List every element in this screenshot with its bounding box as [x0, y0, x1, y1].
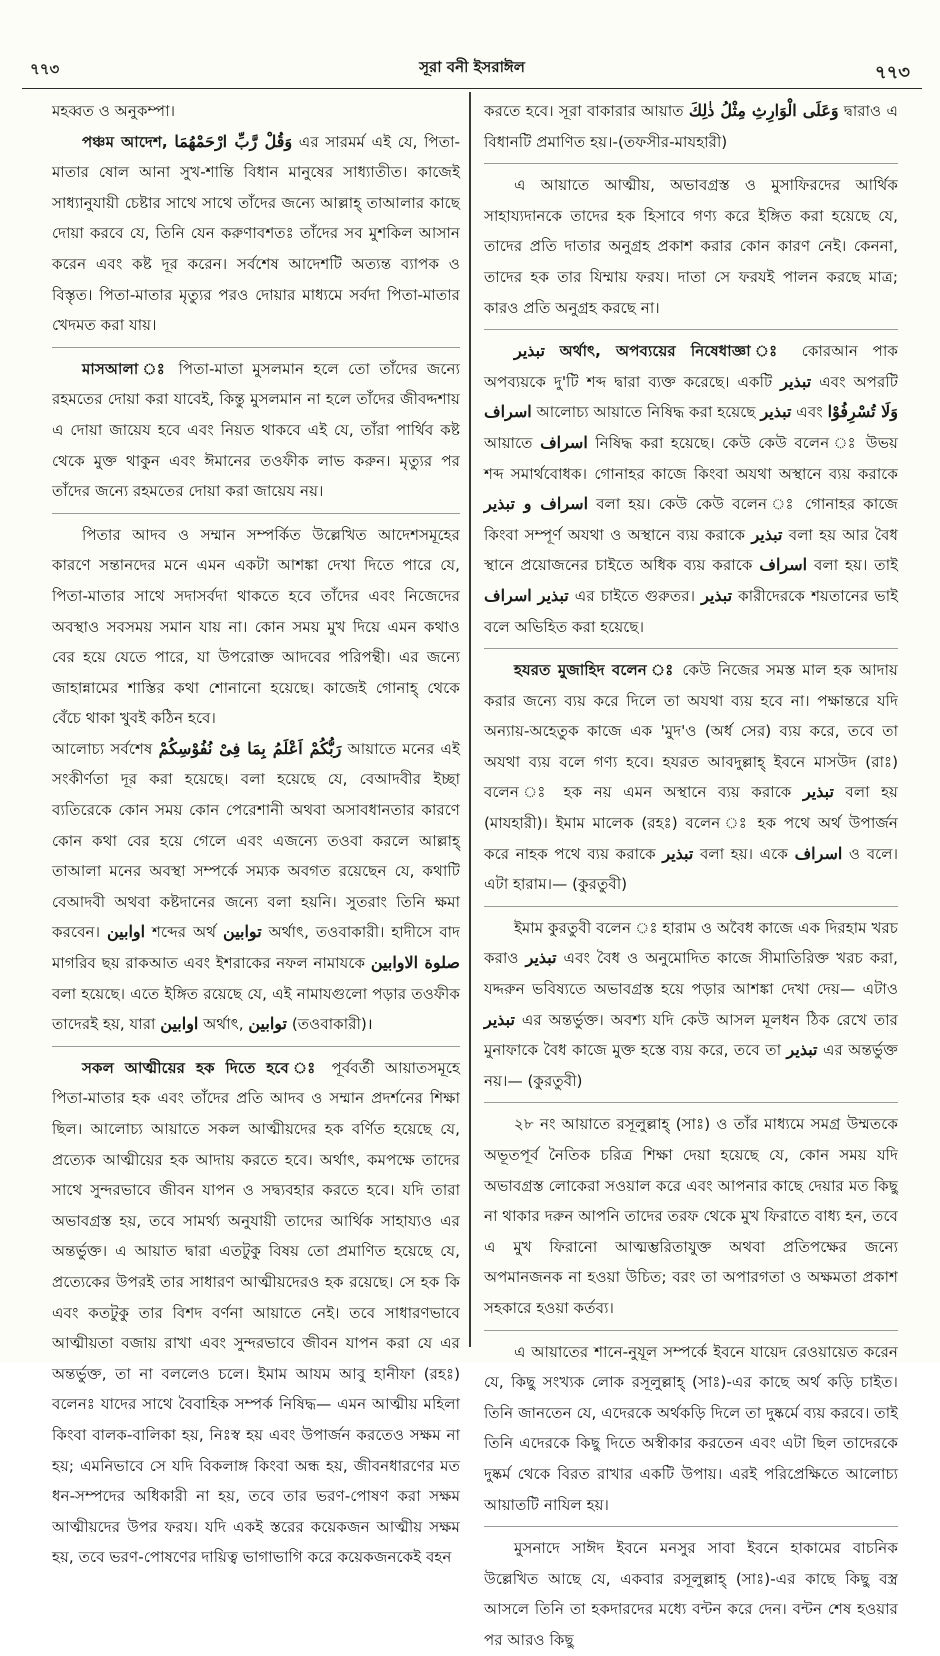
arabic-word: تبذير — [751, 524, 783, 544]
paragraph-text: বলা হয়। তাই — [814, 556, 898, 575]
paragraph-separator — [484, 1330, 898, 1331]
paragraph-text: এর সারমর্ম এই যে, পিতা-মাতার ষোল আনা সুখ-শান্তি বিধান মানুষের সাধ্যাতীত। কাজেই সাধ্যানুযায়ী চেষ্টার সাথে সাথে তাঁদের জন্যে আল্লাহ্ তাআলার কাছে দোয়া করবে যে, তিনি যেন করুণাবশতঃ তাঁদের সব মুশকিল আসান করেন এবং কষ্ট দূর করেন। সর্বশেষ আদেশটি অত্যন্ত ব্যাপক ও বিস্তৃত। পিতা-মাতার মৃত্যুর পরও দোয়ার মাধ্যমে সর্বদা পিতা-মাতার খেদমত করা যায়। — [52, 132, 461, 335]
arabic-word: تبذير — [525, 948, 557, 968]
paragraph-text: কেউ নিজের সমস্ত মাল হক আদায় করার জন্যে ব্যয় করে দিলে তা অযথা ব্যয় হবে না। পক্ষান্তরে যদি অন্যায়-অহেতুক কাজে এক 'মুদ'ও (অর্ধ সের) ব্যয় করে, তবে তা অযথা ব্যয় বলে গণ্য হবে। হযরত আবদুল্লাহ্ ইবনে মাসউদ (রাঃ) বলেন ঃ হক নয় এমন অস্থানে ব্যয় করাকে — [484, 661, 898, 802]
arabic-word: تبذير — [537, 585, 569, 605]
paragraph-text: এ আয়াতে আত্মীয়, অভাবগ্রস্ত ও মুসাফিরদের আর্থিক সাহায্যদানকে তাদের হক হিসাবে গণ্য করে ইঙ্গিত করা হয়েছে যে, তাদের প্রতি দাতার অনুগ্রহ প্রকাশ করার কোন কারণ নেই। কেননা, তাদের হক তার যিম্মায় ফরয। দাতা সে ফরযই পালন করছে মাত্র; কারও প্রতি অনুগ্রহ করছে না। — [484, 176, 898, 317]
arabic-word: اسراف — [484, 585, 532, 605]
paragraph — [52, 520, 460, 734]
arabic-word: اسراف و تبذير — [484, 494, 589, 514]
paragraph-text: এবং — [796, 403, 823, 422]
arabic-word: صلوة الاوابين — [370, 953, 461, 973]
paragraph — [52, 96, 460, 127]
left-column — [52, 96, 461, 1567]
paragraph-text: কোরআন পাক অপব্যয়কে দু'টি শব্দ দ্বারা ব্যক্ত করেছে। একটি — [484, 342, 899, 391]
arabic-word: تبذير — [662, 843, 694, 863]
arabic-word: اوابين — [160, 1014, 199, 1034]
running-title: সূরা বনী ইসরাঈল — [419, 58, 525, 76]
arabic-verse: وَعَلَى الْوَارِثِ مِثْلُ ذٰلِكَ — [688, 101, 839, 120]
paragraph-heading: হযরত মুজাহিদ বলেন ঃ — [514, 661, 676, 680]
paragraph-text: এর অন্তর্ভুক্ত নয়।— (কুরতুবী) — [484, 1041, 898, 1090]
paragraph-text: করতে হবে। সূরা বাকারার আয়াত — [484, 102, 684, 120]
paragraph-text: অর্থাৎ, তওবাকারী। হাদীসে বাদ মাগরিব ছয় রাকআত এবং ইশরাকের নফল নামাযকে — [52, 923, 461, 973]
arabic-verse: وَقُلْ رَّبِّ ارْحَمْهُمَا — [174, 131, 293, 151]
paragraph-heading: সকল আত্মীয়ের হক দিতে হবে ঃ — [82, 1058, 322, 1077]
arabic-word: تبذير — [780, 371, 812, 391]
arabic-word: اسراف — [540, 432, 588, 452]
paragraph-text: মুসনাদে সাঈদ ইবনে মনসুর সাবা ইবনে হাকামের বাচনিক উল্লেখিত আছে যে, একবার রসূলুল্লাহ্ (সাঃ)-এর কাছে কিছু বস্ত্র আসলে তিনি তা হকদারদের মধ্যে বন্টন করে দেন। বন্টন শেষ হওয়ার পর আরও কিছু — [484, 1539, 898, 1649]
paragraph — [484, 1337, 898, 1521]
paragraph-text: বলা হয়। কেউ কেউ বলেন ঃ গোনাহর কাজে কিংবা সম্পূর্ণ অযথা ও অস্থানে ব্যয় করাকে — [484, 495, 899, 544]
paragraph-separator — [484, 329, 898, 330]
paragraph-text: নিষিদ্ধ করা হয়েছে। কেউ কেউ বলেন ঃ উভয় শব্দ সমার্থবোধক। গোনাহর কাজে কিংবা অযথা অস্থানে ব্যয় করাকে — [484, 433, 899, 483]
arabic-word: تبذير — [802, 782, 834, 802]
paragraph — [52, 1053, 460, 1573]
paragraph-text: বলা হয়। একে — [699, 844, 788, 863]
right-page-number: ৭৭৩ — [874, 62, 910, 83]
arabic-word: اوابين — [106, 922, 146, 942]
arabic-word: تبذير — [514, 341, 545, 361]
paragraph-text: পিতার আদব ও সম্মান সম্পর্কিত উল্লেখিত আদেশসমূহের কারণে সন্তানদের মনে এমন একটা আশঙ্কা দেখা দিতে পারে যে, পিতা-মাতার সাথে সদাসর্বদা থাকতে হবে তাঁদের এবং নিজেদের অবস্থাও সবসময় সমান যায় না। কোন সময় মুখ দিয়ে এমন কথাও বের হয়ে যেতে পারে, যা উপরোক্ত আদবের পরিপন্থী। এর জন্যে জাহান্নামের শাস্তির কথা শোনানো হয়েছে। কাজেই গোনাহ্ থেকে বেঁচে থাকা খুবই কঠিন হবে। — [52, 525, 460, 728]
arabic-word: توابين — [248, 1014, 287, 1034]
paragraph-separator — [52, 347, 460, 348]
paragraph — [484, 913, 898, 1097]
paragraph-text: পূর্ববর্তী আয়াতসমূহে পিতা-মাতার হক এবং তাঁদের প্রতি আদব ও সম্মান প্রদর্শনের শিক্ষা ছিল। আলোচ্য আয়াতে সকল আত্মীয়দের হক বর্ণিত হয়েছে যে, প্রত্যেক আত্মীয়ের হক আদায় করতে হবে। অর্থাৎ, কমপক্ষে তাদের সাথে সুন্দরভাবে জীবন যাপন ও সদ্ব্যবহার করতে হবে। যদি তারা অভাবগ্রস্ত হয়, তবে সামর্থ্য অনুযায়ী তাদের আর্থিক সাহায্যও এর অন্তর্ভুক্ত। এ আয়াত দ্বারা এতটুকু বিষয় তো প্রমাণিত হয়েছে যে, প্রত্যেকের উপরই তার সাধারণ আত্মীয়দেরও হক রয়েছে। সে হক কি এবং কতটুকু তার বিশদ বর্ণনা আয়াতে নেই। তবে সাধারণভাবে আত্মীয়তা বজায় রাখা এবং সুন্দরভাবে জীবন যাপন করা যে এর অন্তর্ভুক্ত, তা না বললেও চলে। ইমাম আযম আবু হানীফা (রহঃ) বলেনঃ যাদের সাথে বৈবাহিক সম্পর্ক নিষিদ্ধ— এমন আত্মীয় মহিলা কিংবা বালক-বালিকা হয়, নিঃস্ব হয় এবং উপার্জন করতেও সক্ষম না হয়; এমনিভাবে সে যদি বিকলাঙ্গ কিংবা অন্ধ হয়, জীবনধারণের মত ধন-সম্পদের অধিকারী না হয়, তবে তার ভরণ-পোষণ করা সক্ষম আত্মীয়দের উপর ফরয। যদি একই স্তরের কয়েকজন আত্মীয় সক্ষম হয়, তবে ভরণ-পোষণের দায়িত্ব ভাগাভাগি করে কয়েকজনকেই বহন — [52, 1058, 461, 1567]
paragraph-text: ইমাম কুরতুবী বলেন ঃ হারাম ও অবৈধ কাজে এক দিরহাম খরচ করাও — [484, 918, 898, 968]
paragraph-separator — [484, 1102, 898, 1103]
paragraph — [484, 336, 898, 642]
arabic-word: تبذير — [786, 1040, 818, 1060]
paragraph-separator — [52, 513, 460, 514]
paragraph-text: অর্থাৎ, — [203, 1015, 244, 1034]
paragraph — [52, 127, 460, 341]
page-header — [22, 50, 922, 89]
paragraph-separator — [484, 163, 898, 164]
arabic-verse: رَبُّكُمْ اَعْلَمُ بِمَا فِىْ نُفُوْسِكُمْ — [158, 738, 342, 758]
arabic-word: اسراف — [794, 843, 843, 863]
left-page-number: ৭৭৩ — [30, 60, 60, 78]
column-divider — [469, 92, 471, 1347]
paragraph-text: বলা হয় আর বৈধ স্থানে প্রয়োজনের চাইতে অধিক ব্যয় করাকে — [484, 525, 898, 575]
paragraph-text: (তওবাকারী)। — [291, 1015, 373, 1034]
arabic-word: تبذير — [484, 1009, 515, 1029]
arabic-word: تبذير — [701, 585, 733, 605]
paragraph-separator — [484, 1526, 898, 1527]
arabic-word: توابين — [223, 922, 262, 942]
paragraph — [484, 1109, 898, 1323]
paragraph-text: বলা হয়েছে। এতে ইঙ্গিত রয়েছে যে, এই নামাযগুলো পড়ার তওফীক তাদেরই হয়, যারা — [52, 984, 460, 1034]
paragraph-heading: পঞ্চম আদেশ, — [82, 132, 168, 151]
paragraph-text: আয়াতে — [484, 433, 533, 452]
paragraph-text: আয়াতে মনের এই সংকীর্ণতা দূর করা হয়েছে। বলা হয়েছে যে, বেআদবীর ইচ্ছা ব্যতিরেকে কোন সময় কোন পেরেশানী অথবা অসাবধানতার কারণে কোন কথা বের হয়ে গেলে এবং এজন্যে তওবা করলে আল্লাহ্ তাআলা মনের অবস্থা সম্পর্কে সম্যক অবগত রয়েছেন যে, কথাটি বেআদবী অথবা কষ্টদানের জন্যে বলা হয়নি। সুতরাং তিনি ক্ষমা করবেন। — [52, 739, 460, 942]
paragraph-text: কারীদেরকে শয়তানের ভাই বলে অভিহিত করা হয়েছে। — [484, 586, 898, 636]
paragraph — [484, 1533, 898, 1655]
paragraph — [52, 354, 460, 507]
arabic-word: تبذير — [760, 402, 792, 422]
paragraph-text: আলোচ্য আয়াতে নিষিদ্ধ করা হয়েছে — [536, 403, 756, 422]
paragraph-text: এ আয়াতের শানে-নুযূল সম্পর্কে ইবনে যায়েদ রেওয়ায়েত করেন যে, কিছু সংখ্যক লোক রসূলুল্লাহ্ (সাঃ)-এর কাছে অর্থ কড়ি চাইত। তিনি জানতেন যে, এদেরকে অর্থকড়ি দিলে তা দুষ্কর্মে ব্যয় করবে। তাই তিনি এদেরকে কিছু দিতে অস্বীকার করতেন এবং এটা ছিল তাদেরকে দুষ্কর্ম থেকে বিরত রাখার একটি উপায়। এরই পরিপ্রেক্ষিতে আলোচ্য আয়াতটি নাযিল হয়। — [484, 1342, 898, 1514]
paragraph-text: এর অন্তর্ভুক্ত। অবশ্য যদি কেউ আসল মূলধন ঠিক রেখে তার মুনাফাকে বৈধ কাজে মুক্ত হস্তে ব্যয় করে, তবে তা — [484, 1010, 899, 1060]
paragraph-text: মহব্বত ও অনুকম্পা। — [52, 102, 176, 120]
paragraph-text: এবং অপরটি — [819, 372, 899, 391]
arabic-verse: وَلَا تُسْرِفُوْا — [827, 402, 899, 422]
paragraph — [52, 734, 460, 1040]
paragraph-separator — [52, 1046, 460, 1047]
paragraph-heading: মাসআলা ঃ — [82, 359, 170, 378]
paragraph-heading: অর্থাৎ, অপব্যয়ের নিষেধাজ্ঞা ঃ — [559, 342, 787, 361]
paragraph-text: শব্দের অর্থ — [152, 923, 217, 942]
paragraph-text: ২৮ নং আয়াতে রসূলুল্লাহ্ (সাঃ) ও তাঁর মাধ্যমে সমগ্র উম্মতকে অভূতপূর্ব নৈতিক চরিত্র শিক্ষা দেয়া হয়েছে যে, কোন সময় যদি অভাবগ্রস্ত লোকেরা সওয়াল করে এবং আপনার কাছে দেয়ার মত কিছু না থাকার দরুন আপনি তাদের তরফ থেকে মুখ ফিরাতে বাধ্য হন, তবে এ মুখ ফিরানো আত্মম্ভরিতাযুক্ত অথবা প্রতিপক্ষের জন্যে অপমানজনক না হওয়া উচিত; বরং তা অপারগতা ও অক্ষমতা প্রকাশ সহকারে হওয়া কর্তব্য। — [484, 1115, 898, 1317]
paragraph-separator — [484, 648, 898, 649]
paragraph-text: বলা হয় (মাযহারী)। ইমাম মালেক (রহঃ) বলেন ঃ হক পথে অর্থ উপার্জন করে নাহক পথে ব্যয় করাকে — [484, 783, 898, 863]
paragraph-text: এর চাইতে গুরুতর। — [574, 586, 696, 605]
paragraph-text: পিতা-মাতা মুসলমান হলে তো তাঁদের জন্যে রহমতের দোয়া করা যাবেই, কিন্তু মুসলমান না হলে তাঁদের জীবদ্দশায় এ দোয়া জায়েয হবে এবং নিয়ত থাকবে এই যে, তাঁরা পার্থিব কষ্ট থেকে মুক্ত থাকুন এবং ঈমানের তওফীক লাভ করুন। মৃত্যুর পর তাঁদের জন্যে রহমতের দোয়া করা জায়েয নয়। — [52, 359, 460, 501]
paragraph — [484, 655, 898, 900]
paragraph-separator — [484, 906, 898, 907]
paragraph-text: আলোচ্য সর্বশেষ — [52, 739, 153, 758]
paragraph-text: এবং বৈধ ও অনুমোদিত কাজে সীমাতিরিক্ত খরচ করা, যদ্দরুন ভবিষ্যতে অভাবগ্রস্ত হয়ে পড়ার আশঙ্কা দেখা দেয়— এটাও — [484, 949, 899, 999]
paragraph-text: ও বলে। এটা হারাম।— (কুরতুবী) — [484, 844, 898, 894]
paragraph — [484, 170, 898, 323]
paragraph — [484, 96, 898, 157]
arabic-word: اسراف — [759, 555, 808, 575]
arabic-word: اسراف — [484, 402, 532, 422]
right-column — [484, 96, 899, 1649]
paragraph-text: দ্বারাও এ বিধানটি প্রমাণিত হয়।-(তফসীর-মাযহারী) — [484, 102, 899, 151]
